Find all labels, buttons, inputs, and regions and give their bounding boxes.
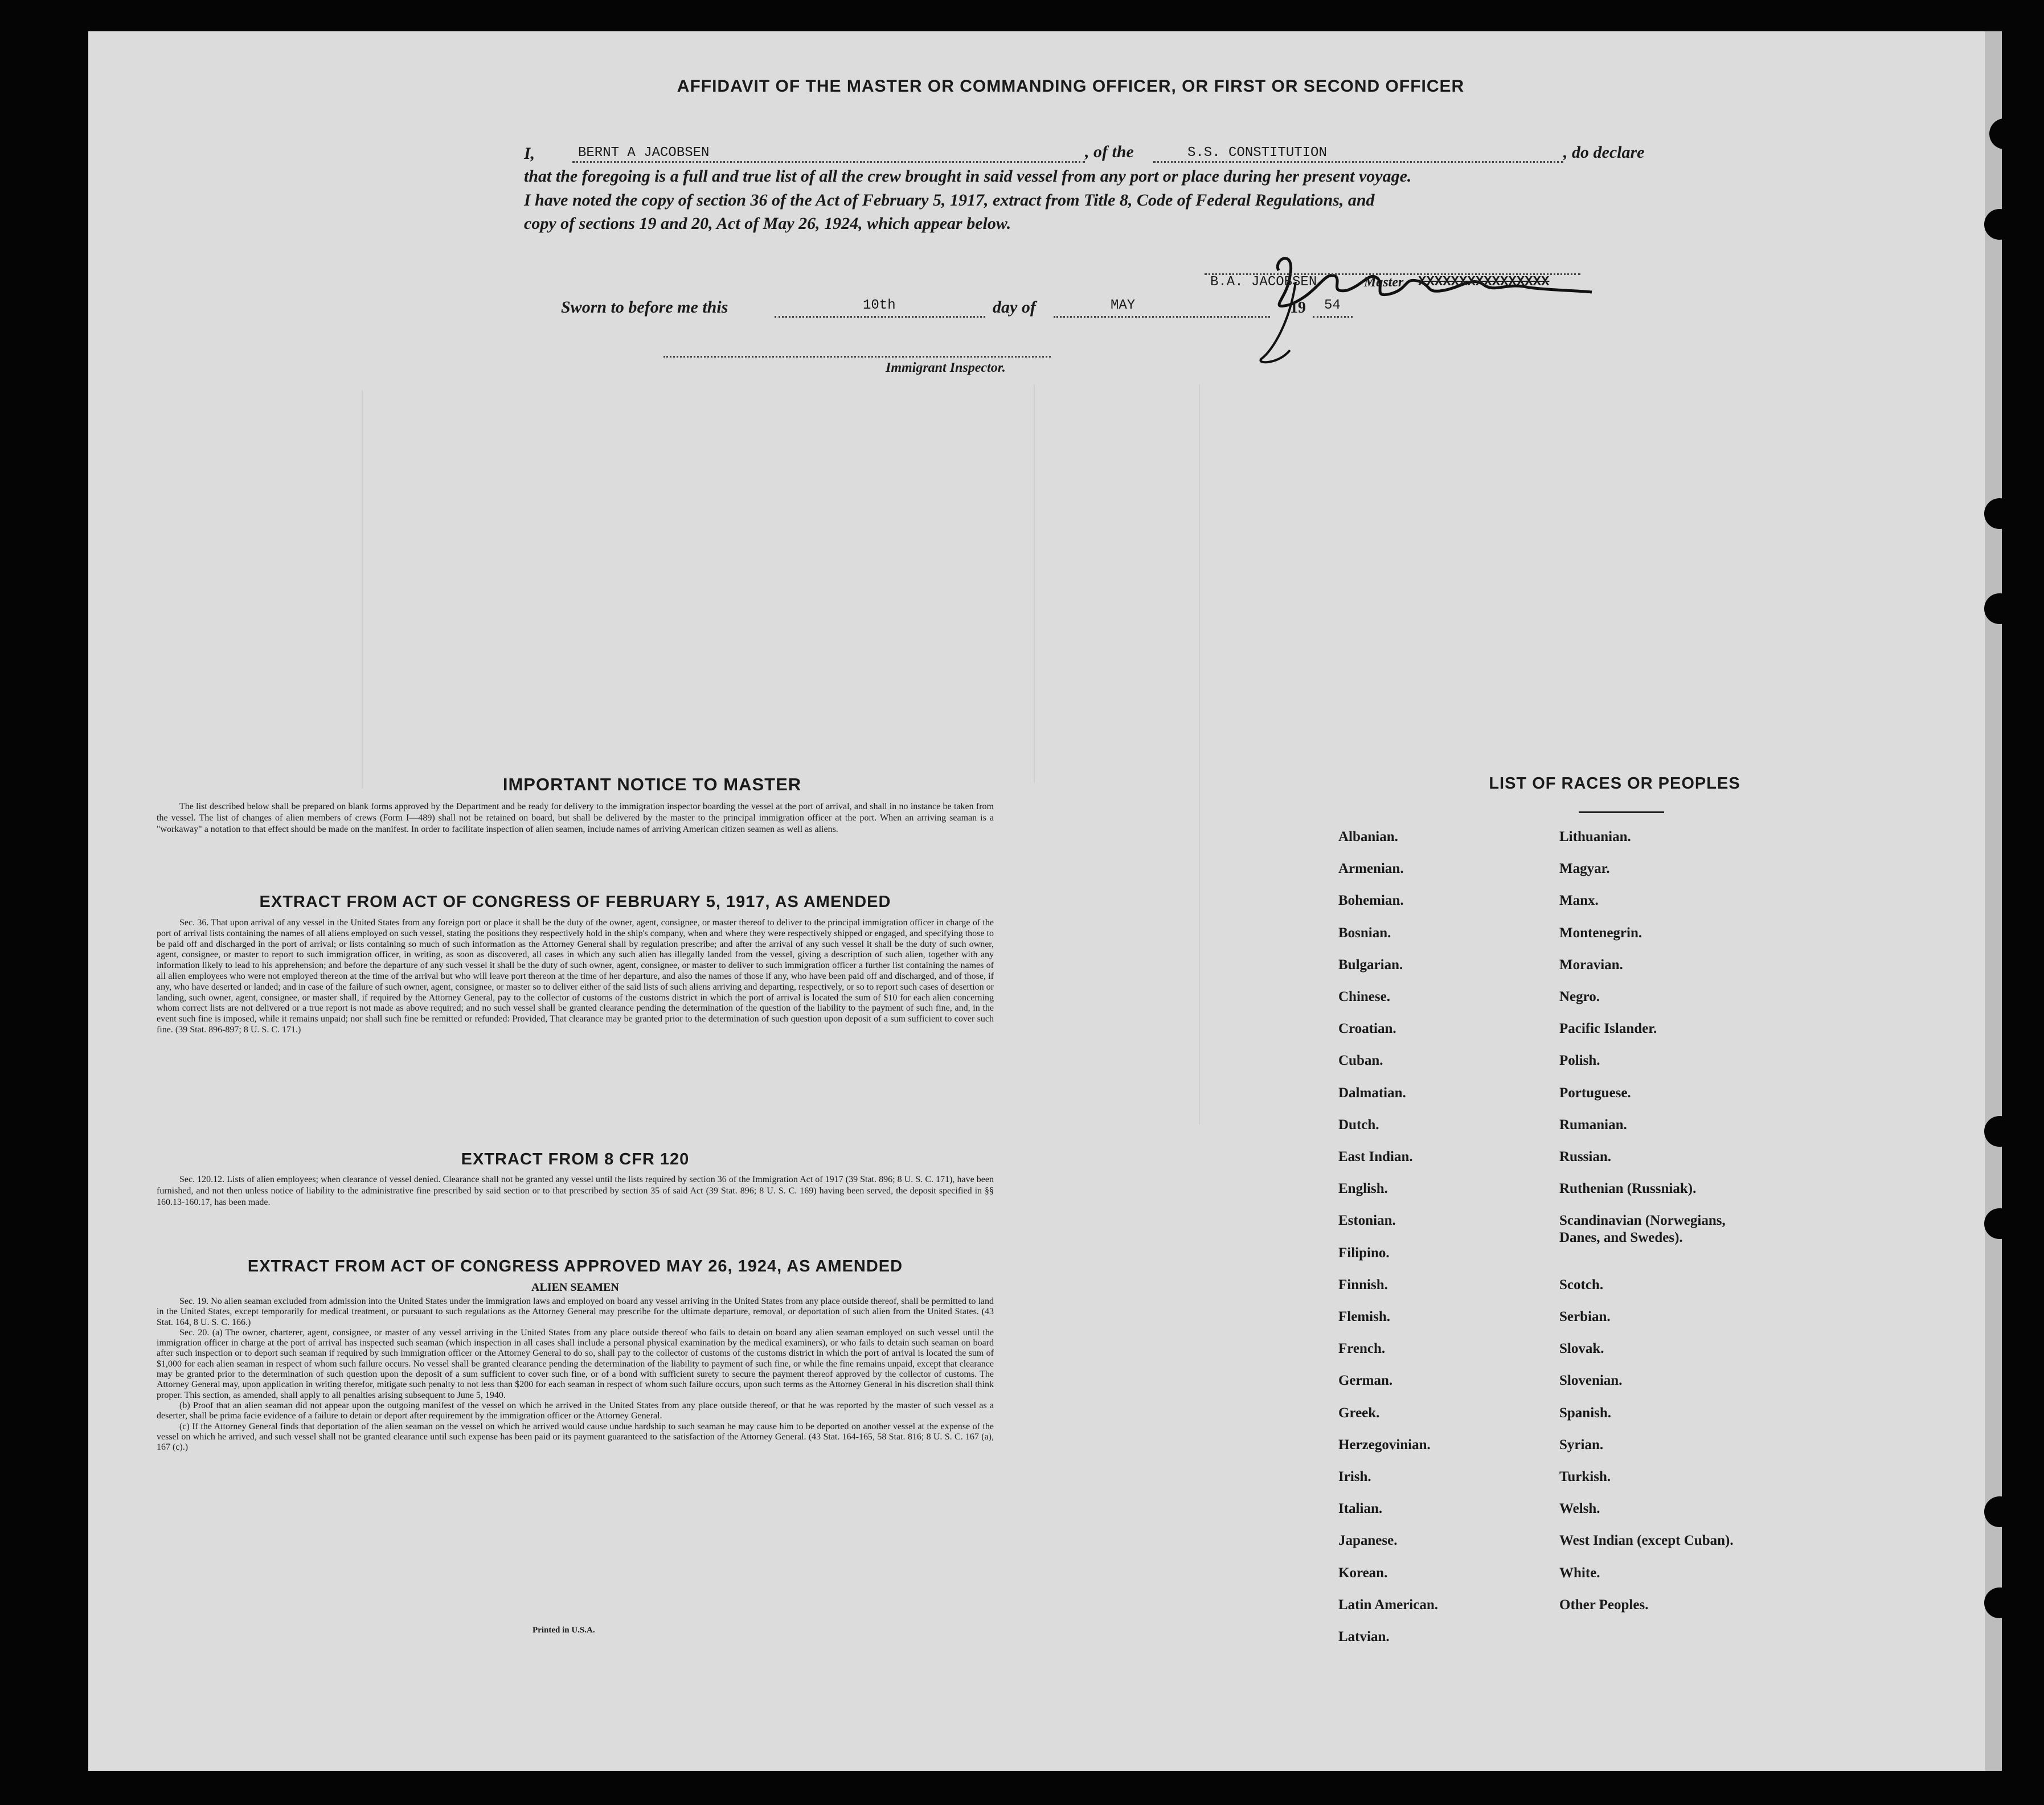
year-value: 54 — [1324, 298, 1341, 313]
race-item: Welsh. — [1559, 1501, 1600, 1517]
faint-column-rule — [362, 390, 363, 789]
race-item: Finnish. — [1338, 1277, 1388, 1293]
race-item: Estonian. — [1338, 1213, 1396, 1229]
punch-hole — [1984, 1208, 2015, 1239]
race-item: White. — [1559, 1565, 1600, 1581]
race-item: Moravian. — [1559, 957, 1623, 973]
race-item: Russian. — [1559, 1149, 1612, 1164]
race-item: Rumanian. — [1559, 1117, 1627, 1133]
day-value: 10th — [863, 298, 896, 313]
extract-1924-title: EXTRACT FROM ACT OF CONGRESS APPROVED MAY 26, 1924, AS AMENDED — [247, 1257, 903, 1275]
sec-20c-text: (c) If the Attorney General finds that deportation of the alien seaman on the vessel on which he arrived would cause undue hardship to such seaman he may cause him to be deported on another vessel at the expense of the vessel on which he arrived, and such vessel shall not be granted clearance until such expense has been paid or its payment guaranteed to the satisfaction of the Attorney General. (43 Stat. 164-165, 58 Stat. 816; 8 U. S. C. 167 (a), 167 (c).) — [157, 1421, 994, 1453]
extract-1924-body — [157, 1297, 994, 1453]
declaration-line-4: copy of sections 19 and 20, Act of May 26, 1924, which appear below. — [524, 214, 1011, 233]
race-item: Lithuanian. — [1559, 829, 1631, 844]
race-item: Portuguese. — [1559, 1085, 1631, 1101]
race-item: Greek. — [1338, 1405, 1380, 1421]
race-item: Bulgarian. — [1338, 957, 1403, 973]
declare-label: , do declare — [1563, 143, 1645, 162]
punch-hole — [1989, 118, 2020, 149]
race-item: East Indian. — [1338, 1149, 1413, 1164]
race-item: Manx. — [1559, 893, 1599, 909]
master-label: Master, — [1364, 275, 1407, 290]
race-item: Magyar. — [1559, 861, 1610, 877]
year-prefix: 19 — [1290, 299, 1306, 317]
signature-typed-name: B.A. JACOBSEN — [1210, 274, 1317, 290]
race-item: Irish. — [1338, 1469, 1371, 1484]
race-item: Dutch. — [1338, 1117, 1379, 1133]
of-the-label: , of the — [1085, 142, 1134, 161]
punch-hole — [1984, 593, 2015, 624]
race-item: Pacific Islander. — [1559, 1021, 1657, 1037]
race-item: Japanese. — [1338, 1533, 1398, 1549]
faint-column-rule — [1034, 384, 1035, 783]
race-item: Armenian. — [1338, 861, 1404, 877]
race-item: Filipino. — [1338, 1245, 1390, 1261]
sec-20b-text: (b) Proof that an alien seaman did not appear upon the outgoing manifest of the vessel on which he arrived in the United States from any place outside thereof, or that he was reported by the master of such vessel as a deserter, shall be prima facie evidence of a failure to detain or deport after requirement by the immigration officer or the Attorney General. — [157, 1400, 994, 1421]
race-item: Polish. — [1559, 1053, 1600, 1069]
race-item: Scotch. — [1559, 1277, 1604, 1293]
race-item: Syrian. — [1559, 1437, 1604, 1453]
race-item: Slovak. — [1559, 1341, 1604, 1357]
notice-body: The list described below shall be prepared on blank forms approved by the Department and be ready for delivery to the immigration inspector boarding the vessel at the port of arrival, and shall in no instance be taken from the vessel. The list of changes of alien members of crews (Form I—489) shall not be retained on board, but shall be delivered by the master to the principal immigration officer at the port. When an arriving seaman is a "workaway" a notation to that effect should be made on the manifest. In order to facilitate inspection of alien seamen, include names of arriving American citizen seamen as well as aliens. — [157, 802, 994, 834]
extract-cfr-title: EXTRACT FROM 8 CFR 120 — [461, 1150, 690, 1168]
race-item: Montenegrin. — [1559, 925, 1642, 941]
month-value: MAY — [1111, 298, 1136, 313]
race-item: Negro. — [1559, 989, 1600, 1004]
inspector-line — [663, 356, 1051, 358]
year-line — [1313, 316, 1353, 318]
sec-20a-text: Sec. 20. (a) The owner, charterer, agent, consignee, or master of any vessel arriving in the United States from any place outside thereof who fails to detain on board any alien seaman employed on such vessel until the immigration officer in charge at the port of arrival has inspected such seaman (which inspection in all cases shall include a personal physical examination by the medical examiners), or who fails to detain such seaman on board after such inspection or to deport such seaman if required by such immigration officer or the Attorney General to do so, shall pay to the collector of customs of the customs district in which the port of arrival is located the sum of $1,000 for each alien seaman in respect of whom such failure occurs. No vessel shall be granted clearance pending the determination of the liability to payment of such fine, or while the fine remains unpaid, except that clearance may be granted prior to the determination of such question upon the deposit of a sum sufficient to cover such fine, or of a bond with sufficient surety to secure the payment thereof approved by the collector of customs. The Attorney General may, upon application in writing therefor, mitigate such penalty to not less than $200 for each seaman in respect of whom such failure occurs, upon such terms as the Attorney General in his discretion shall think proper. This section, as amended, shall apply to all penalties arising subsequent to June 5, 1940. — [157, 1327, 994, 1400]
race-item: Flemish. — [1338, 1309, 1390, 1324]
race-item: Turkish. — [1559, 1469, 1611, 1484]
race-item: Latin American. — [1338, 1597, 1438, 1613]
affidavit-title: AFFIDAVIT OF THE MASTER OR COMMANDING OFFICER, OR FIRST OR SECOND OFFICER — [677, 77, 1465, 96]
race-item: Bosnian. — [1338, 925, 1391, 941]
struck-text: XXXXXXXXXXXXXXXX — [1418, 274, 1550, 290]
race-item: Albanian. — [1338, 829, 1398, 844]
extract-cfr-body: Sec. 120.12. Lists of alien employees; when clearance of vessel denied. Clearance shall not be granted any vessel until the lists required by section 36 of the Immigration Act of 1917 (39 Stat. 896; 8 U. S. C. 171), have been furnished, and not then unless notice of liability to the administrative fine prescribed by said section or to that prescribed by section 35 of said Act (39 Stat. 896; 8 U. S. C. 169) having been served, the deposit specified in §§ 160.13-160.17, has been made. — [157, 1175, 994, 1207]
race-item: Korean. — [1338, 1565, 1388, 1581]
race-item: Latvian. — [1338, 1629, 1390, 1644]
extract-1917-body: Sec. 36. That upon arrival of any vessel in the United States from any foreign port or place it shall be the duty of the owner, agent, consignee, or master thereof to deliver to the principal immigration officer in charge of the port of arrival lists containing the names of all aliens employed on such vessel, stating the positions they respectively hold in the ship's company, when and where they were respectively shipped or engaged, and specifying those to be paid off and discharged in the port of arrival; or lists containing so much of such information as the Attorney General shall by regulation prescribe; and after the arrival of any such vessel it shall be the duty of such owner, agent, consignee, or master to report to such immigration officer, in writing, as soon as discovered, all cases in which any such alien has illegally landed from the vessel, giving a description of such alien, together with any information likely to lead to his apprehension; and before the departure of any such vessel it shall be the duty of such owner, agent, consignee, or master to deliver to such immigration officer a further list containing the names of all alien employees who were not employed thereon at the time of the arrival but who will leave port thereon at the time of her departure, and also the names of those if any, who have been paid off and discharged, and of those, if any, who have deserted or landed; and in case of the failure of such owner, agent, consignee, or master so to deliver either of the said lists of such aliens arriving and departing, respectively, or so to report such cases of desertion or landing, such owner, agent, consignee, or master shall, if required by the Attorney General, pay to the collector of customs of the customs district in which the port of arrival is located the sum of $10 for each alien concerning whom correct lists are not delivered or a true report is not made as above required; and no such vessel shall be granted clearance pending the determination of the question of the liability to the payment of such fine, and, in the event such fine is imposed, while it remains unpaid; nor shall such fine be remitted or refunded: Provided, That clearance may be granted prior to the determination of such question upon deposit of a sum sufficient to cover such fine. (39 Stat. 896-897; 8 U. S. C. 171.) — [157, 918, 994, 1035]
race-item: Dalmatian. — [1338, 1085, 1406, 1101]
race-item: Slovenian. — [1559, 1373, 1623, 1389]
vessel-line — [1153, 161, 1563, 163]
race-item: German. — [1338, 1373, 1393, 1389]
race-item: Croatian. — [1338, 1021, 1396, 1037]
race-item: West Indian (except Cuban). — [1559, 1533, 1734, 1549]
race-item: Serbian. — [1559, 1309, 1611, 1324]
month-line — [1054, 316, 1270, 318]
race-item: English. — [1338, 1181, 1388, 1197]
document-page — [88, 31, 2002, 1771]
faint-column-rule — [1199, 384, 1200, 1125]
sworn-label: Sworn to before me this — [561, 298, 728, 317]
races-title: LIST OF RACES OR PEOPLES — [1489, 774, 1740, 793]
race-item: Cuban. — [1338, 1053, 1383, 1069]
race-item: Bohemian. — [1338, 893, 1404, 909]
master-name: BERNT A JACOBSEN — [578, 145, 710, 161]
name-line — [572, 161, 1085, 163]
punch-hole — [1984, 1496, 2015, 1527]
day-line — [775, 316, 985, 318]
race-item: Chinese. — [1338, 989, 1390, 1004]
race-item: French. — [1338, 1341, 1386, 1357]
punch-hole — [1984, 1116, 2015, 1147]
race-item: Spanish. — [1559, 1405, 1612, 1421]
punch-hole — [1984, 498, 2015, 529]
declaration-line-3: I have noted the copy of section 36 of the Act of February 5, 1917, extract from Title 8, Code of Federal Regulations, and — [524, 191, 1375, 210]
i-label: I, — [524, 144, 535, 163]
day-of-label: day of — [993, 298, 1036, 317]
handwritten-signature — [1256, 236, 1597, 367]
punch-hole — [1984, 1587, 2015, 1618]
race-item: Other Peoples. — [1559, 1597, 1649, 1613]
punch-hole — [1984, 209, 2015, 240]
race-item: Italian. — [1338, 1501, 1383, 1517]
notice-title: IMPORTANT NOTICE TO MASTER — [502, 774, 802, 794]
declaration-line-2: that the foregoing is a full and true list of all the crew brought in said vessel from any port or place during her present voyage. — [524, 167, 1412, 186]
race-item: Scandinavian (Norwegians, Danes, and Swedes). — [1559, 1213, 1726, 1246]
race-item: Ruthenian (Russniak). — [1559, 1181, 1697, 1197]
sec-19-text: Sec. 19. No alien seaman excluded from admission into the United States under the immigration laws and employed on board any vessel arriving in the United States from any place outside thereof, shall be permitted to land in the United States, except temporarily for medical treatment, or pursuant to such regulations as the Attorney General may prescribe for the ultimate departure, removal, or deportation of such alien from the United States. (43 Stat. 164, 8 U. S. C. 166.) — [157, 1297, 994, 1327]
extract-1924-subtitle: ALIEN SEAMEN — [531, 1281, 619, 1294]
inspector-label: Immigrant Inspector. — [886, 360, 1006, 375]
extract-1917-title: EXTRACT FROM ACT OF CONGRESS OF FEBRUARY 5, 1917, AS AMENDED — [259, 893, 891, 911]
race-item: Herzegovinian. — [1338, 1437, 1431, 1453]
races-title-rule — [1579, 811, 1664, 813]
vessel-name: S.S. CONSTITUTION — [1187, 145, 1327, 161]
printed-in-usa: Printed in U.S.A. — [532, 1626, 595, 1635]
